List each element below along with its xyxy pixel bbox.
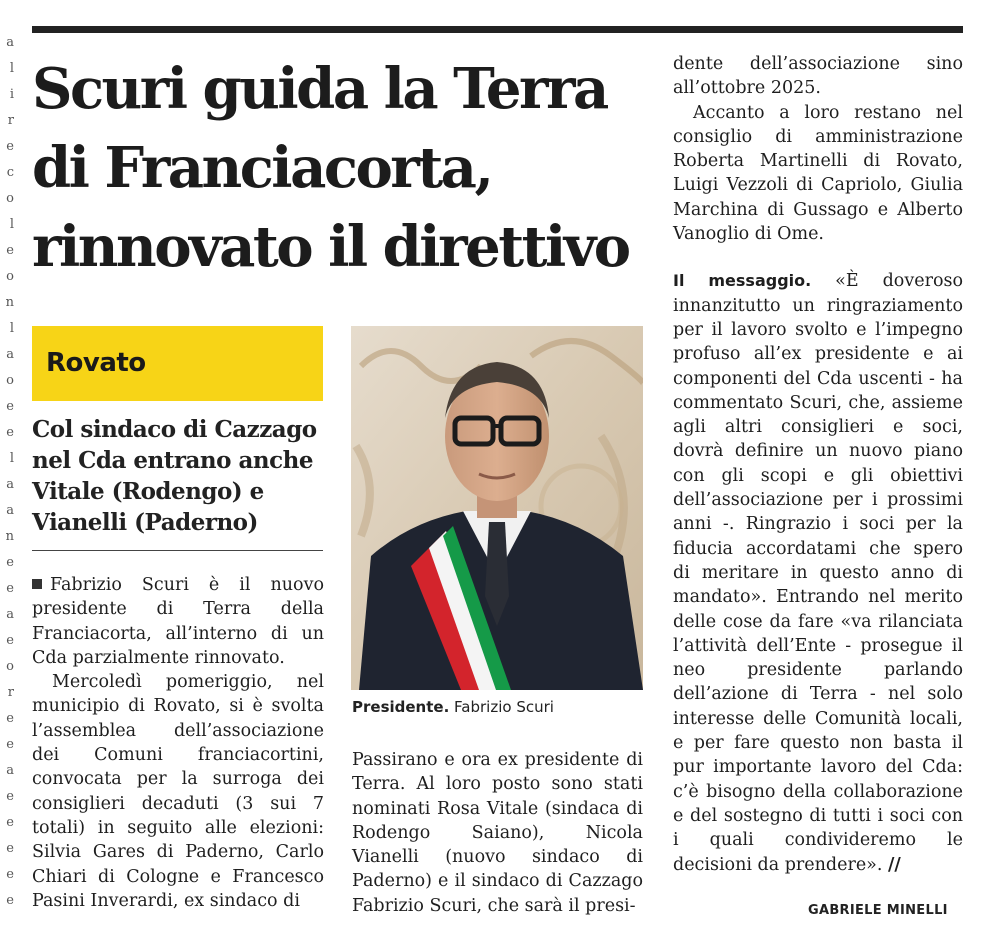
body-paragraph-4: «È doveroso innanzitutto un ringraziamento per il lavoro svolto e l’impegno profuso all’ex presidente e ai componenti del Cda uscenti - ha commentato Scuri, che, assieme agli altri consiglieri e soci, dovrà definire un nuovo piano con gli scopi e gli obiettivi dell’associazione per i prossimi anni -. Ringrazio i soci per la fiducia accordatami che spero di meritare in questo anno di mandato». Entrando nel merito delle cose da fare «va rilanciata l’attività dell’Ente - prosegue il neo presidente parlando dell’azione di Terra - nel solo interesse delle Comunità locali, e per fare questo non basta il pur importante lavoro del Cda: c’è bisogno della collaborazione e del sostegno di tutti i soci con i quali condivideremo le decisioni da prendere». — [673, 271, 963, 875]
body-column-1 — [32, 573, 324, 913]
section-tag-label: Rovato — [46, 348, 146, 378]
body-column-2 — [352, 748, 643, 918]
photo-caption — [352, 698, 554, 716]
body-paragraph-1: Fabrizio Scuri è il nuovo presidente di Terra della Franciacorta, all’interno di un Cda parzialmente rinnovato. — [32, 575, 324, 668]
body-paragraph-2a: Mercoledì pomeriggio, nel municipio di Rovato, si è svolta l’assemblea dell’associazione dei Comuni franciacortini, convocata per la surroga dei consiglieri decaduti (3 sui 7 totali) in seguito alle elezioni: Silvia Gares di Paderno, Carlo Chiari di Cologne e Francesco Pasini Inverardi, ex sindaco di — [32, 672, 324, 911]
photo-caption-label: Presidente. — [352, 698, 450, 716]
subheadline-rule — [32, 550, 323, 551]
top-rule — [32, 26, 963, 33]
section-tag — [32, 326, 323, 401]
subheadline: Col sindaco di Cazzago nel Cda entrano anche Vitale (Rodengo) e Vianelli (Paderno) — [32, 416, 317, 536]
body-column-3 — [673, 52, 963, 877]
headline: Scuri guida la Terra di Franciacorta, rinnovato il direttivo — [32, 56, 629, 280]
paragraph-lead: Il messaggio. — [673, 271, 812, 291]
body-paragraph-2b: Passirano e ora ex presidente di Terra. Al loro posto sono stati nominati Rosa Vitale (sindaca di Rodengo Saiano), Nicola Vianelli (nuovo sindaco di Paderno) e il sindaco di Cazzago Fabrizio Scuri, che sarà il presi- — [352, 750, 643, 916]
end-mark: // — [888, 854, 901, 875]
photo-caption-text: Fabrizio Scuri — [454, 698, 554, 716]
adjacent-column-edge: a l i r e c o l e o n l a o e e l a a n e e a e o r e e a e e e e e — [5, 35, 14, 908]
paragraph-bullet-icon — [32, 579, 42, 589]
body-paragraph-2c: dente dell’associazione sino all’ottobre 2025. — [673, 54, 963, 99]
author-byline: GABRIELE MINELLI — [808, 903, 948, 918]
president-photo — [351, 326, 643, 690]
body-paragraph-3: Accanto a loro restano nel consiglio di amministrazione Roberta Martinelli di Rovato, Luigi Vezzoli di Capriolo, Giulia Marchina di Gussago e Alberto Vanoglio di Ome. — [673, 102, 963, 245]
